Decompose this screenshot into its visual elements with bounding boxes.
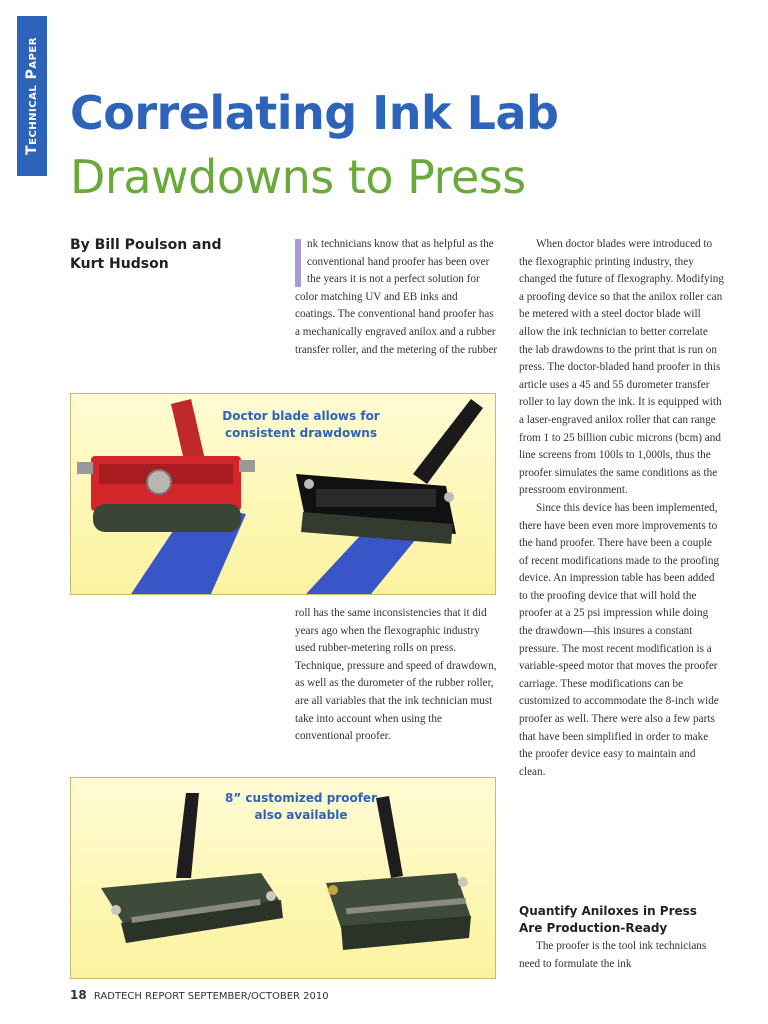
page-number: 18 [70, 988, 87, 1002]
section-tab [17, 16, 47, 176]
paragraph-proofer-tool: The proofer is the tool ink technicians need to formulate the ink [519, 940, 707, 970]
article-title-line1: Correlating Ink Lab [70, 86, 559, 140]
intro-paragraph: nk technicians know that as helpful as the conventional hand proofer has been over the years it is not a perfect solution for color matching UV and EB inks and coatings. The conventional hand proofer has a mechanically engraved anilox and a rubber transfer roller, and the metering of the rubber [295, 238, 498, 356]
page-footer [70, 988, 329, 1002]
article-title-line2: Drawdowns to Press [70, 150, 526, 204]
column-2-top [295, 236, 500, 359]
figure-doctor-blade-proofer [70, 393, 496, 595]
paragraph-improvements: Since this device has been implemented, there have been even more improvements to the hand proofer. There have been a couple of recent modifications made to the proofing device. An impression table has been added to the proofing device that will hold the proofer at a 25 psi impression while doing the drawdown—this insures a constant pressure. The most recent modification is a variable-speed motor that moves the proofer carriage. These modifications can be customized to accommodate the 8-inch wide proofer as well. There were also a few parts that have been simplified in order to make the proofer device easy to maintain and clean. [519, 501, 720, 778]
column-3 [519, 236, 724, 781]
paragraph-doctor-blades: When doctor blades were introduced to the flexographic printing industry, they changed the future of flexography. Modifying a proofing device so that the anilox roller can be metered with a steel doctor blade will allow the ink technician to better correlate the lab drawdowns to the print that is run on press. The doctor-bladed hand proofer in this article uses a 45 and 55 durometer transfer roller to lay down the ink. It is equipped with a laser-engraved anilox roller that can range from 1 to 25 billion cubic microns (bcm) and line screens from 100ls to 1,000ls, thus the proofer simulates the same conditions as the pressroom environment. [519, 238, 724, 497]
drop-cap-bar [295, 239, 301, 287]
column-3-continued [519, 938, 724, 973]
figure-2-caption: 8” customized proofer also available [225, 791, 377, 822]
figure-8in-proofer [70, 777, 496, 979]
publication-issue: RADTECH REPORT SEPTEMBER/OCTOBER 2010 [93, 991, 329, 1002]
section-tab-label: Technical Paper [24, 37, 40, 155]
byline: By Bill Poulson and Kurt Hudson [70, 237, 222, 272]
subhead-quantify-aniloxes: Quantify Aniloxes in Press Are Production-Ready [519, 904, 697, 935]
figure-1-caption: Doctor blade allows for consistent drawdowns [222, 409, 380, 440]
paragraph-roll-inconsistencies: roll has the same inconsistencies that it did years ago when the flexographic industry used rubber-metering rolls on press. Technique, pressure and speed of drawdown, as well as the durometer of the rubber roller, are all variables that the ink technician must take into account when using the conventional proofer. [295, 607, 497, 743]
column-2-bottom [295, 605, 500, 746]
